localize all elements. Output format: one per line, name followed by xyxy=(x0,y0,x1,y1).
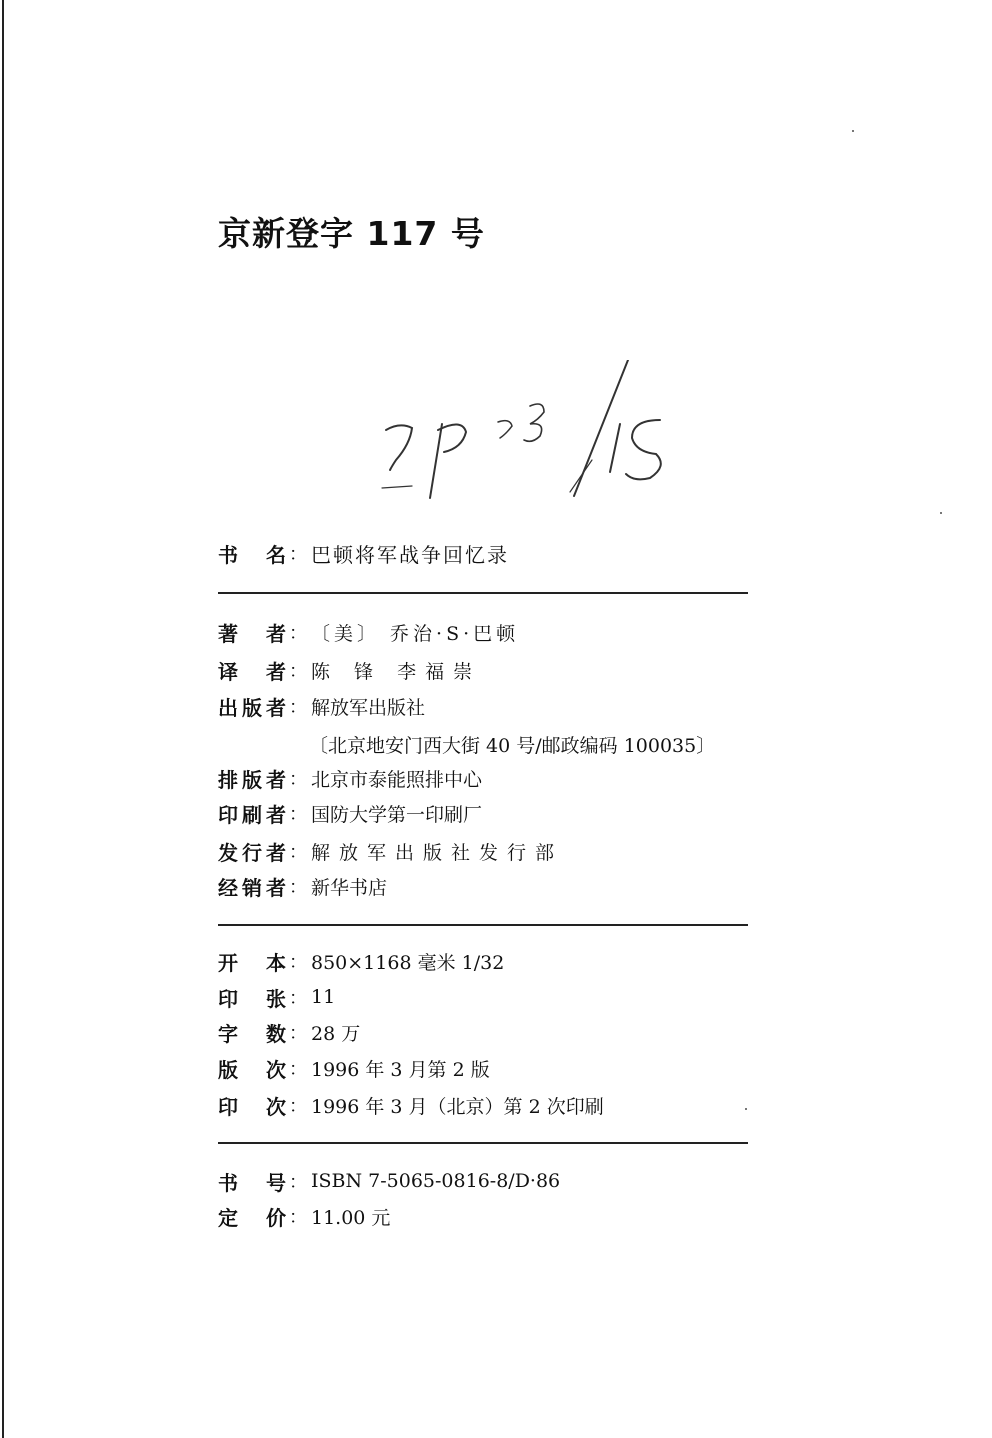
printing-colon: ： xyxy=(289,1096,307,1117)
book-title-label: 书 名 xyxy=(218,542,286,567)
edition-row xyxy=(218,1053,490,1083)
printer-row xyxy=(218,798,482,828)
edition-colon: ： xyxy=(289,1059,307,1080)
isbn-colon: ： xyxy=(289,1172,307,1193)
translator-row xyxy=(218,655,481,685)
publisher-label: 出版者 xyxy=(218,695,286,720)
printing-row xyxy=(218,1090,604,1120)
distributor-row xyxy=(218,836,563,866)
author-row xyxy=(218,617,519,647)
book-title-value: 巴顿将军战争回忆录 xyxy=(311,542,509,567)
translator-colon: ： xyxy=(289,661,307,682)
format-label: 开 本 xyxy=(218,950,286,975)
scan-speck xyxy=(852,130,854,132)
format-value: 850×1168 毫米 1/32 xyxy=(311,951,505,974)
seller-value: 新华书店 xyxy=(311,876,388,899)
address-row xyxy=(309,729,715,759)
distributor-value: 解放军出版社发行部 xyxy=(311,841,564,864)
scan-speck xyxy=(940,512,942,514)
typesetter-colon: ： xyxy=(289,769,307,790)
isbn-value: ISBN 7-5065-0816-8/D·86 xyxy=(311,1170,561,1192)
translator-label: 译 者 xyxy=(218,659,286,684)
registration-number: 京新登字 117 号 xyxy=(218,214,485,253)
isbn-row xyxy=(218,1166,560,1196)
sheets-colon: ： xyxy=(289,988,307,1009)
sheets-label: 印 张 xyxy=(218,986,286,1011)
typesetter-value: 北京市泰能照排中心 xyxy=(311,768,483,791)
divider-2 xyxy=(218,924,748,926)
word-count-row xyxy=(218,1017,360,1047)
seller-row xyxy=(218,871,387,901)
book-title-row xyxy=(218,538,509,568)
scan-speck xyxy=(745,1108,747,1110)
edition-label: 版 次 xyxy=(218,1057,286,1082)
author-value: 〔美〕 乔治·S·巴顿 xyxy=(311,622,520,645)
divider-3 xyxy=(218,1142,748,1144)
publisher-colon: ： xyxy=(289,697,307,718)
price-colon: ： xyxy=(289,1207,307,1228)
word-count-label: 字 数 xyxy=(218,1021,286,1046)
word-count-colon: ： xyxy=(289,1023,307,1044)
price-row xyxy=(218,1201,390,1231)
seller-colon: ： xyxy=(289,877,307,898)
edition-value: 1996 年 3 月第 2 版 xyxy=(311,1058,490,1081)
printing-value: 1996 年 3 月（北京）第 2 次印刷 xyxy=(311,1095,604,1118)
printing-label: 印 次 xyxy=(218,1094,286,1119)
distributor-label: 发行者 xyxy=(218,840,286,865)
author-label: 著 者 xyxy=(218,621,286,646)
handwritten-note xyxy=(370,360,700,510)
sheets-value: 11 xyxy=(311,986,336,1008)
format-row xyxy=(218,946,504,976)
divider-1 xyxy=(218,592,748,594)
printer-value: 国防大学第一印刷厂 xyxy=(311,803,483,826)
word-count-value: 28 万 xyxy=(311,1022,361,1045)
printer-colon: ： xyxy=(289,804,307,825)
author-colon: ： xyxy=(289,623,307,644)
publisher-address: 〔北京地安门西大街 40 号/邮政编码 100035〕 xyxy=(309,734,716,757)
publisher-value: 解放军出版社 xyxy=(311,696,426,719)
seller-label: 经销者 xyxy=(218,875,286,900)
distributor-colon: ： xyxy=(289,842,307,863)
typesetter-label: 排版者 xyxy=(218,767,286,792)
translator-value: 陈 锋 李福崇 xyxy=(311,660,482,683)
printer-label: 印刷者 xyxy=(218,802,286,827)
format-colon: ： xyxy=(289,952,307,973)
typesetter-row xyxy=(218,763,482,793)
page-edge-line xyxy=(2,0,4,1438)
price-label: 定 价 xyxy=(218,1205,286,1230)
book-title-colon: ： xyxy=(289,544,307,565)
sheets-row xyxy=(218,982,335,1012)
publisher-row xyxy=(218,691,425,721)
isbn-label: 书 号 xyxy=(218,1170,286,1195)
price-value: 11.00 元 xyxy=(311,1206,391,1229)
